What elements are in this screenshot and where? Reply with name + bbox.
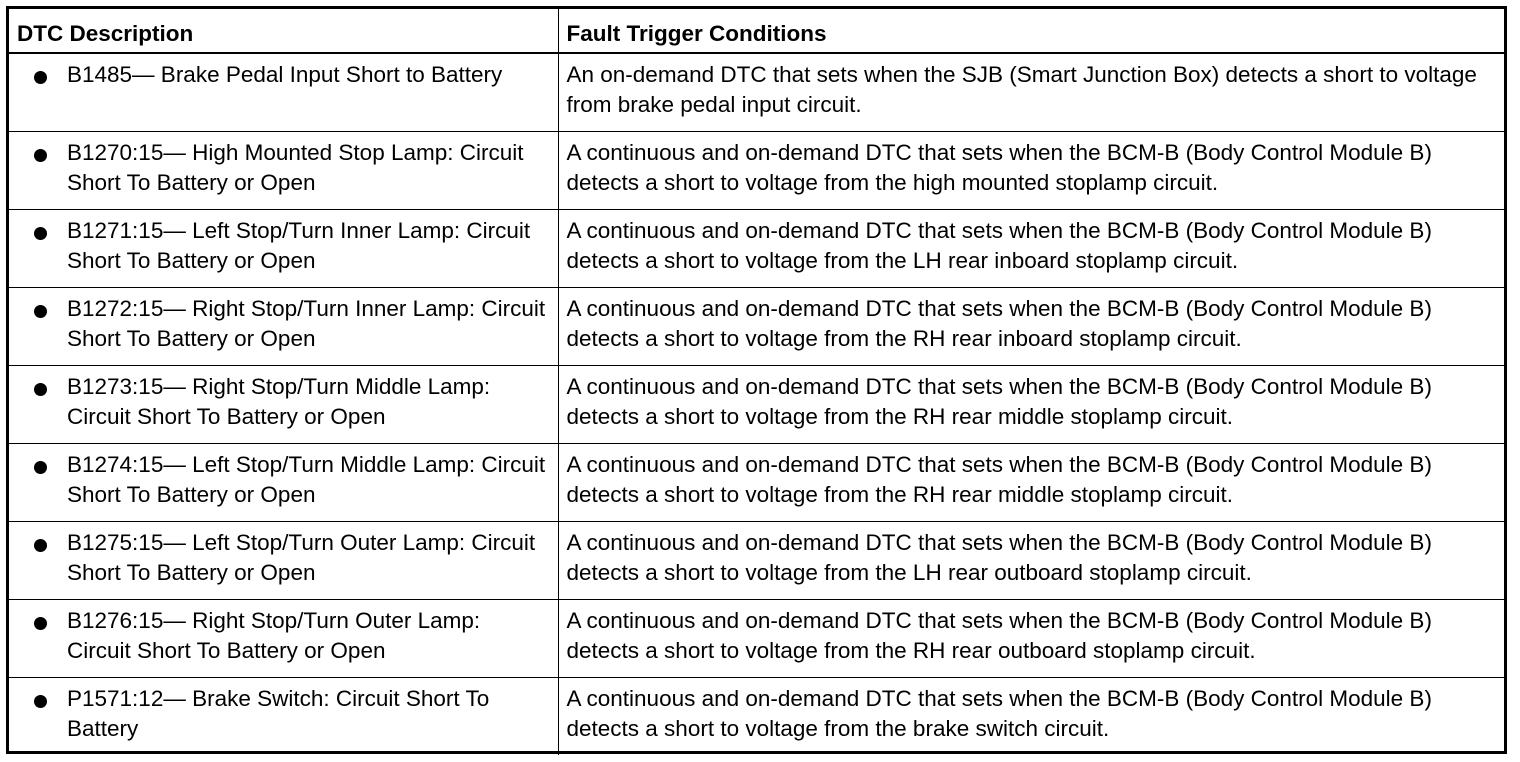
dtc-description: B1272:15— Right Stop/Turn Inner Lamp: Circuit Short To Battery or Open bbox=[67, 295, 546, 351]
header-dtc-description: DTC Description bbox=[9, 9, 558, 53]
bullet-icon bbox=[34, 695, 47, 708]
dtc-description-cell bbox=[9, 677, 558, 755]
dtc-description-cell bbox=[9, 209, 558, 287]
dtc-description-cell bbox=[9, 365, 558, 443]
dtc-description: B1276:15— Right Stop/Turn Outer Lamp: Circuit Short To Battery or Open bbox=[67, 607, 481, 663]
fault-condition: A continuous and on-demand DTC that sets when the BCM-B (Body Control Module B) detects a short to voltage from the RH rear middle stoplamp circuit. bbox=[566, 373, 1432, 429]
fault-condition: A continuous and on-demand DTC that sets when the BCM-B (Body Control Module B) detects a short to voltage from the LH rear inboard stoplamp circuit. bbox=[566, 217, 1432, 273]
dtc-description: P1571:12— Brake Switch: Circuit Short To Battery bbox=[67, 685, 490, 741]
fault-condition-cell bbox=[558, 131, 1504, 209]
fault-condition: A continuous and on-demand DTC that sets when the BCM-B (Body Control Module B) detects a short to voltage from the LH rear outboard stoplamp circuit. bbox=[566, 529, 1432, 585]
fault-condition-cell bbox=[558, 443, 1504, 521]
fault-condition-cell bbox=[558, 599, 1504, 677]
dtc-description-cell bbox=[9, 443, 558, 521]
fault-condition-cell bbox=[558, 209, 1504, 287]
fault-condition: A continuous and on-demand DTC that sets when the BCM-B (Body Control Module B) detects a short to voltage from the high mounted stoplamp circuit. bbox=[566, 139, 1432, 195]
fault-condition: An on-demand DTC that sets when the SJB (Smart Junction Box) detects a short to voltage from brake pedal input circuit. bbox=[566, 62, 1477, 117]
table-row bbox=[9, 365, 1504, 443]
bullet-icon bbox=[34, 539, 47, 552]
table-row bbox=[9, 521, 1504, 599]
fault-condition-cell bbox=[558, 677, 1504, 755]
bullet-icon bbox=[34, 305, 47, 318]
dtc-description: B1271:15— Left Stop/Turn Inner Lamp: Circuit Short To Battery or Open bbox=[67, 217, 531, 273]
dtc-table bbox=[9, 9, 1504, 755]
dtc-table-frame bbox=[6, 6, 1507, 754]
fault-condition-cell bbox=[558, 287, 1504, 365]
bullet-icon bbox=[34, 461, 47, 474]
fault-condition: A continuous and on-demand DTC that sets when the BCM-B (Body Control Module B) detects a short to voltage from the RH rear middle stoplamp circuit. bbox=[566, 451, 1432, 507]
table-row bbox=[9, 287, 1504, 365]
dtc-description-cell bbox=[9, 131, 558, 209]
table-header-row bbox=[9, 9, 1504, 53]
dtc-description: B1275:15— Left Stop/Turn Outer Lamp: Circuit Short To Battery or Open bbox=[67, 529, 536, 585]
fault-condition-cell bbox=[558, 521, 1504, 599]
fault-condition-cell bbox=[558, 53, 1504, 131]
bullet-icon bbox=[34, 617, 47, 630]
bullet-icon bbox=[34, 71, 47, 84]
dtc-description-cell bbox=[9, 521, 558, 599]
dtc-description: B1485— Brake Pedal Input Short to Battery bbox=[67, 62, 503, 87]
dtc-description: B1273:15— Right Stop/Turn Middle Lamp: Circuit Short To Battery or Open bbox=[67, 373, 491, 429]
bullet-icon bbox=[34, 227, 47, 240]
table-row bbox=[9, 53, 1504, 131]
bullet-icon bbox=[34, 149, 47, 162]
dtc-description: B1270:15— High Mounted Stop Lamp: Circuit Short To Battery or Open bbox=[67, 139, 524, 195]
table-row bbox=[9, 131, 1504, 209]
fault-condition: A continuous and on-demand DTC that sets when the BCM-B (Body Control Module B) detects a short to voltage from the RH rear inboard stoplamp circuit. bbox=[566, 295, 1432, 351]
table-row bbox=[9, 443, 1504, 521]
table-row bbox=[9, 209, 1504, 287]
fault-condition-cell bbox=[558, 365, 1504, 443]
fault-condition: A continuous and on-demand DTC that sets when the BCM-B (Body Control Module B) detects a short to voltage from the brake switch circuit. bbox=[566, 685, 1432, 741]
dtc-description-cell bbox=[9, 53, 558, 131]
bullet-icon bbox=[34, 383, 47, 396]
dtc-description-cell bbox=[9, 599, 558, 677]
table-row bbox=[9, 599, 1504, 677]
header-fault-trigger-conditions: Fault Trigger Conditions bbox=[558, 9, 1504, 53]
dtc-description-cell bbox=[9, 287, 558, 365]
fault-condition: A continuous and on-demand DTC that sets when the BCM-B (Body Control Module B) detects a short to voltage from the RH rear outboard stoplamp circuit. bbox=[566, 607, 1432, 663]
dtc-description: B1274:15— Left Stop/Turn Middle Lamp: Circuit Short To Battery or Open bbox=[67, 451, 546, 507]
table-row bbox=[9, 677, 1504, 755]
